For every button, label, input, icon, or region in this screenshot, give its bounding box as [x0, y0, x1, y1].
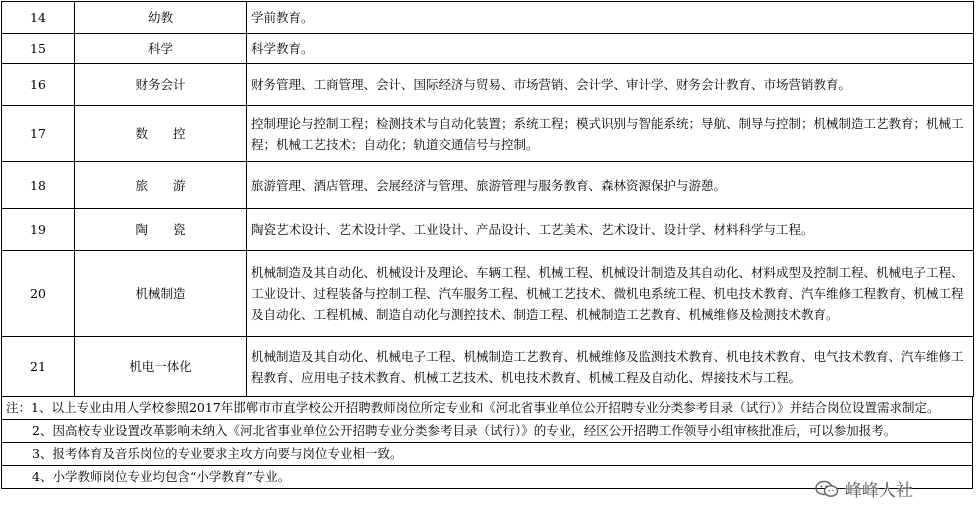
- row-number: 16: [2, 64, 75, 106]
- table-row: [2, 337, 974, 397]
- table-row: [2, 251, 974, 337]
- position-name: 陶 瓷: [75, 209, 247, 251]
- major-list: 学前教育。: [247, 2, 974, 34]
- table-row: [2, 209, 974, 251]
- position-name: 财务会计: [75, 64, 247, 106]
- major-list: 机械制造及其自动化、机械设计及理论、车辆工程、机械工程、机械设计制造及其自动化、材料成型及控制工程、机械电子工程、工业设计、过程装备与控制工程、汽车服务工程、机械工艺技术、微机电系统工程、机电技术教育、汽车维修工程教育、机械工程及自动化、工程机械、制造自动化与测控技术、制造工程、机械制造工艺教育、机械维修及检测技术教育。: [247, 251, 974, 337]
- row-number: 14: [2, 2, 75, 34]
- note-1: 注：1、以上专业由用人学校参照2017年邯郸市市直学校公开招聘教师岗位所定专业和《河北省事业单位公开招聘专业分类参考目录（试行）》并结合岗位设置需求制定。: [1, 396, 973, 420]
- major-list: 财务管理、工商管理、会计、国际经济与贸易、市场营销、会计学、审计学、财务会计教育、市场营销教育。: [247, 64, 974, 106]
- table-row: [2, 162, 974, 209]
- note-4: 4、小学教师岗位专业均包含“小学教育”专业。: [1, 466, 973, 489]
- position-name: 机电一体化: [75, 337, 247, 397]
- major-list: 机械制造及其自动化、机械电子工程、机械制造工艺教育、机械维修及监测技术教育、机电技术教育、电气技术教育、汽车维修工程教育、应用电子技术教育、机械工艺技术、机电技术教育、机械工程及自动化、焊接技术与工程。: [247, 337, 974, 397]
- major-list: 旅游管理、酒店管理、会展经济与管理、旅游管理与服务教育、森林资源保护与游憩。: [247, 162, 974, 209]
- note-2: 2、因高校专业设置改革影响未纳入《河北省事业单位公开招聘专业分类参考目录（试行）》的专业，经区公开招聘工作领导小组审核批准后，可以参加报考。: [1, 420, 973, 443]
- table-row: [2, 2, 974, 34]
- row-number: 19: [2, 209, 75, 251]
- major-list: 控制理论与控制工程；检测技术与自动化装置；系统工程；模式识别与智能系统；导航、制导与控制；机械制造工艺教育；机械工程；机械工艺技术；自动化；轨道交通信号与控制。: [247, 106, 974, 162]
- position-name: 数 控: [75, 106, 247, 162]
- table-row: [2, 64, 974, 106]
- position-name: 幼教: [75, 2, 247, 34]
- row-number: 21: [2, 337, 75, 397]
- watermark-text: 峰峰人社: [845, 481, 913, 501]
- major-list: 陶瓷艺术设计、艺术设计学、工业设计、产品设计、工艺美术、艺术设计、设计学、材料科学与工程。: [247, 209, 974, 251]
- position-name: 机械制造: [75, 251, 247, 337]
- row-number: 18: [2, 162, 75, 209]
- watermark: [815, 476, 913, 501]
- table-row: [2, 34, 974, 64]
- wechat-icon: [815, 480, 839, 498]
- note-3: 3、报考体育及音乐岗位的专业要求主攻方向要与岗位专业相一致。: [1, 443, 973, 466]
- row-number: 20: [2, 251, 75, 337]
- major-list: 科学教育。: [247, 34, 974, 64]
- majors-table: [1, 1, 974, 397]
- position-name: 旅 游: [75, 162, 247, 209]
- table-row: [2, 106, 974, 162]
- row-number: 15: [2, 34, 75, 64]
- position-name: 科学: [75, 34, 247, 64]
- row-number: 17: [2, 106, 75, 162]
